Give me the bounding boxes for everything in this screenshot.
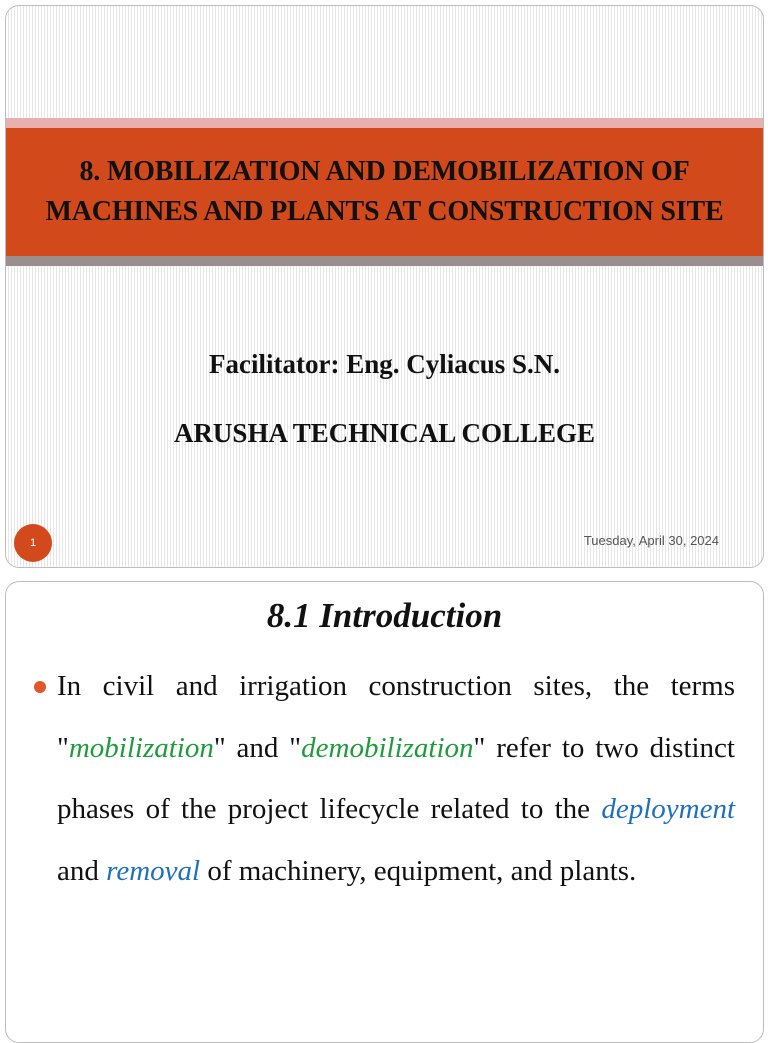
term-deployment: deployment	[601, 793, 735, 825]
bullet-text-part: and	[57, 854, 107, 887]
banner-bottom-strip	[6, 256, 763, 266]
bullet-text-part: " refer to two distinct phases of the project lifecycle related to the	[57, 731, 735, 825]
term-removal: removal	[106, 854, 201, 887]
bullet-text-part: " and "	[213, 731, 302, 764]
term-demobilization: demobilization	[301, 731, 474, 764]
title-banner	[6, 128, 763, 256]
bullet-text-part: of machinery, equipment, and plants.	[200, 854, 637, 887]
slide-title-line-1: 8. MOBILIZATION AND DEMOBILIZATION OF	[79, 156, 690, 187]
slide-date: Tuesday, April 30, 2024	[583, 533, 719, 548]
title-slide	[5, 5, 764, 568]
introduction-slide	[5, 581, 764, 1043]
slide-title-line-2: MACHINES AND PLANTS AT CONSTRUCTION SITE	[45, 196, 724, 227]
slide-number-badge: 1	[14, 524, 52, 562]
bullet-icon	[34, 681, 46, 693]
section-title: 8.1 Introduction	[266, 596, 503, 635]
banner-top-strip	[6, 118, 763, 128]
intro-bullet-text	[57, 656, 735, 902]
facilitator-text: Facilitator: Eng. Cyliacus S.N.	[209, 349, 560, 379]
bullet-text-part: In civil and irrigation construction sites, the terms "	[57, 670, 735, 764]
term-mobilization: mobilization	[68, 731, 214, 764]
college-name: ARUSHA TECHNICAL COLLEGE	[173, 418, 596, 448]
